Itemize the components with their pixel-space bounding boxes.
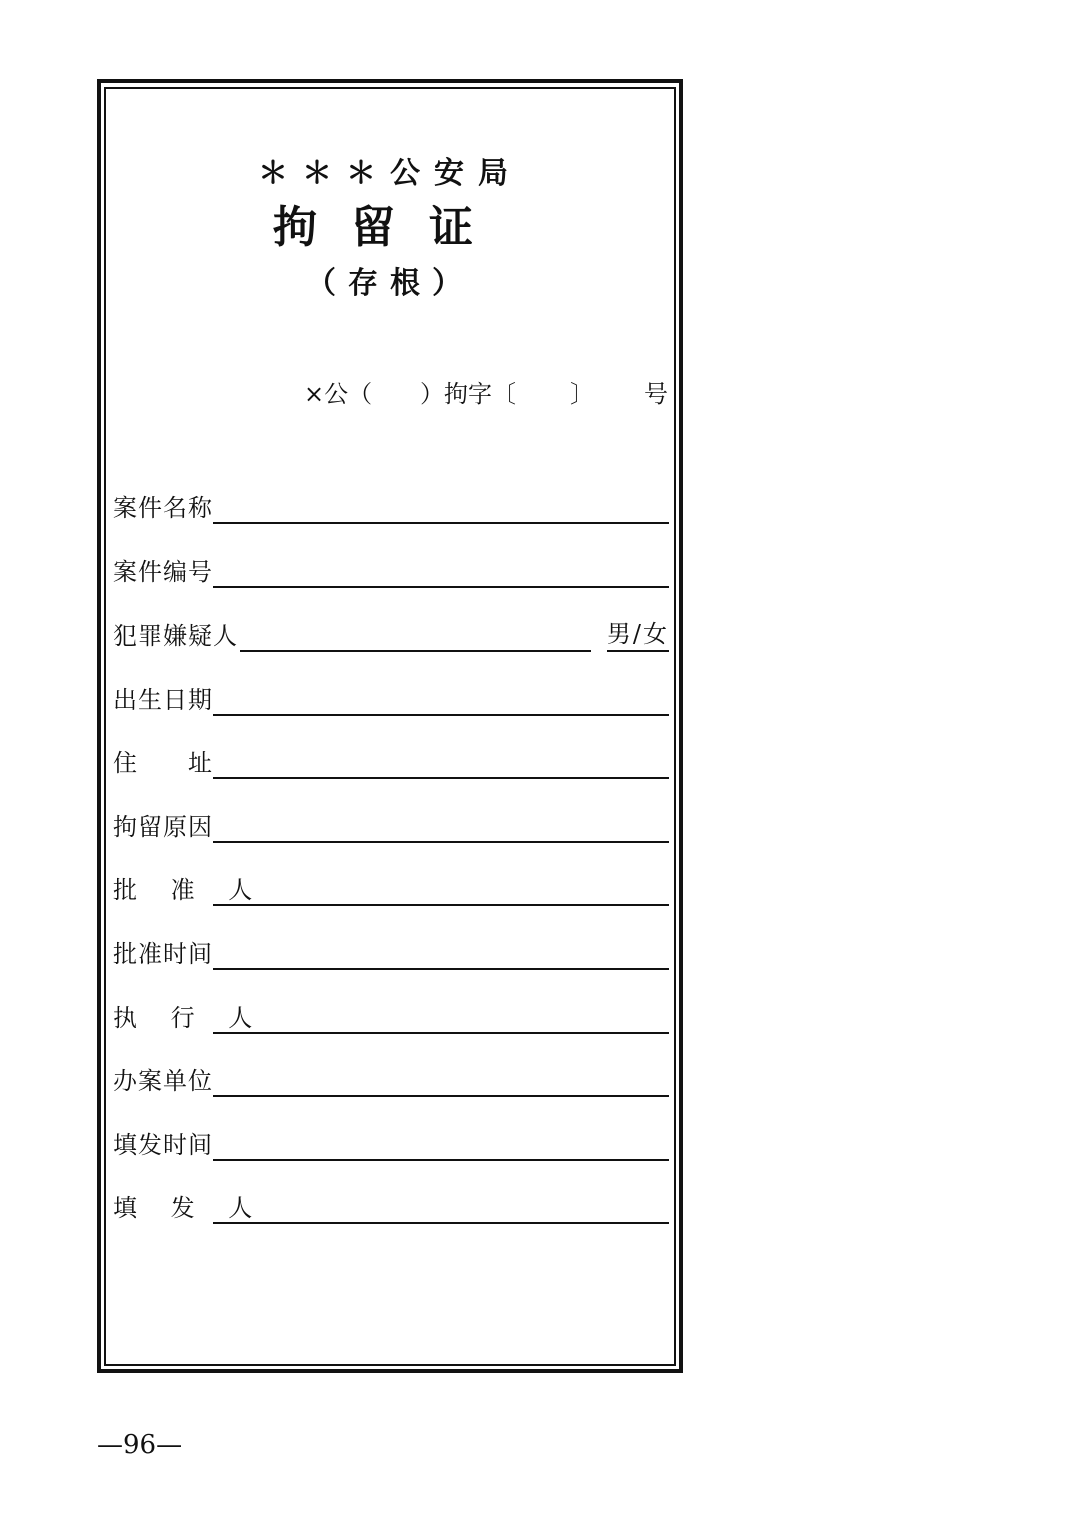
field-line-approver[interactable] xyxy=(213,904,669,906)
field-executor[interactable] xyxy=(113,994,669,1034)
field-label-handling-unit: 办案单位 xyxy=(113,1067,213,1095)
field-label-birth-date: 出生日期 xyxy=(113,686,213,714)
field-approval-time[interactable] xyxy=(113,930,669,970)
document-subtitle: （存根） xyxy=(306,266,474,301)
field-label-detention-reason: 拘留原因 xyxy=(113,813,213,841)
field-case-number[interactable] xyxy=(113,548,669,588)
field-line-issuer[interactable] xyxy=(213,1222,669,1224)
field-label-issuer: 填 发 人 xyxy=(113,1194,266,1222)
doc-number-bracket-close: 〕 xyxy=(570,380,594,408)
field-suspect[interactable] xyxy=(113,612,669,652)
field-line-birth-date[interactable] xyxy=(213,714,669,716)
field-case-name[interactable] xyxy=(113,484,669,524)
field-line-issue-time[interactable] xyxy=(213,1159,669,1161)
field-label-suspect: 犯罪嫌疑人 xyxy=(113,622,238,650)
gender-option[interactable]: 男/女 xyxy=(607,618,669,652)
doc-number-middle: ）拘字〔 xyxy=(420,380,516,408)
doc-number-suffix: 号 xyxy=(644,380,668,408)
field-label-approval-time: 批准时间 xyxy=(113,940,213,968)
field-line-approval-time[interactable] xyxy=(213,968,669,970)
field-line-executor[interactable] xyxy=(213,1032,669,1034)
field-label-address: 住 址 xyxy=(113,749,213,777)
field-label-case-number: 案件编号 xyxy=(113,558,213,586)
field-approver[interactable] xyxy=(113,866,669,906)
field-line-case-number[interactable] xyxy=(213,586,669,588)
document-title: 拘留证 xyxy=(273,202,507,253)
field-detention-reason[interactable] xyxy=(113,803,669,843)
field-label-issue-time: 填发时间 xyxy=(113,1131,213,1159)
doc-number-prefix: ×公（ xyxy=(304,380,373,408)
field-line-address[interactable] xyxy=(213,777,669,779)
field-birth-date[interactable] xyxy=(113,676,669,716)
field-issuer[interactable] xyxy=(113,1184,669,1224)
field-issue-time[interactable] xyxy=(113,1121,669,1161)
field-label-approver: 批 准 人 xyxy=(113,876,266,904)
field-line-case-name[interactable] xyxy=(213,522,669,524)
field-line-handling-unit[interactable] xyxy=(213,1095,669,1097)
field-line-detention-reason[interactable] xyxy=(213,841,669,843)
field-handling-unit[interactable] xyxy=(113,1057,669,1097)
field-line-suspect[interactable] xyxy=(240,650,591,652)
field-label-executor: 执 行 人 xyxy=(113,1004,266,1032)
agency-name: ＊＊＊公安局 xyxy=(258,156,522,191)
field-address[interactable] xyxy=(113,739,669,779)
page-number: —96— xyxy=(97,1430,183,1460)
field-label-case-name: 案件名称 xyxy=(113,494,213,522)
